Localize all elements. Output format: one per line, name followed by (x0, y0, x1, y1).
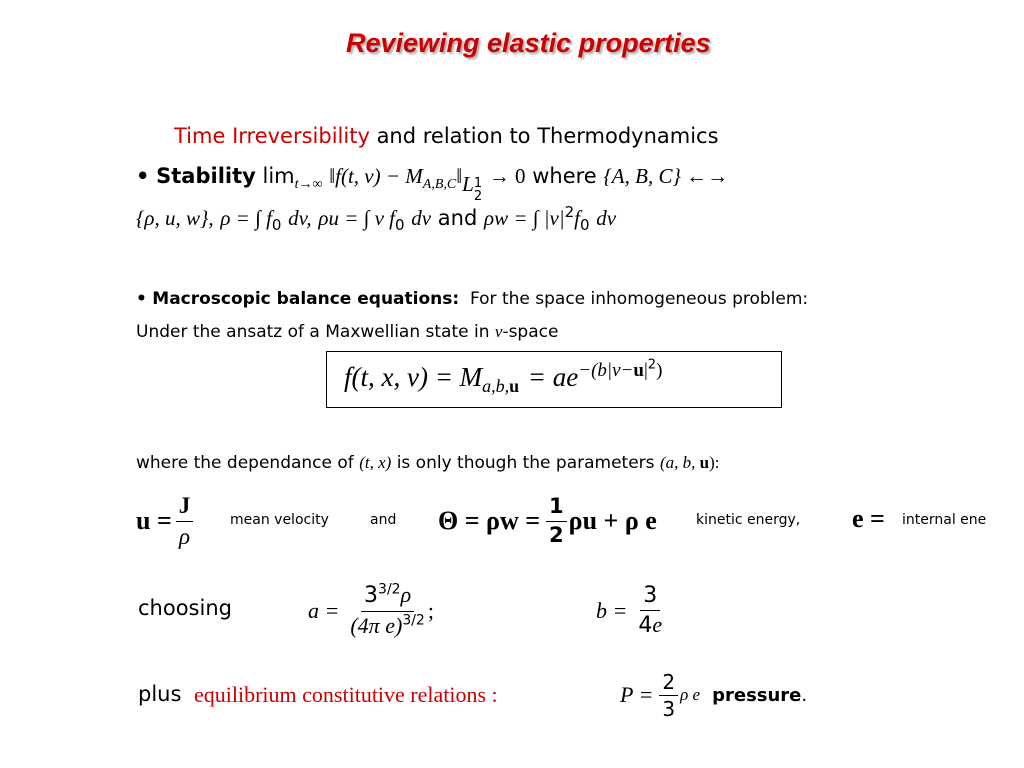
dependance-pre: where the dependance of (136, 453, 354, 473)
rho-w-def: ρw = ∫ |v| (483, 206, 565, 230)
macro-description: For the space inhomogeneous problem: (469, 289, 809, 309)
f-symbol: f (574, 206, 581, 230)
norm-subscript: A,B,C (422, 177, 457, 193)
rho-e: ρ e (680, 685, 701, 704)
L-space: L (462, 172, 474, 196)
arrow-zero: → 0 (488, 164, 526, 188)
b-den-e: e (652, 612, 663, 637)
section-heading (174, 124, 719, 148)
exp-post: | (643, 360, 648, 381)
period: . (801, 684, 808, 706)
a-denominator (347, 612, 427, 639)
u-numerator: J (176, 493, 194, 521)
pressure-word: pressure (712, 684, 802, 706)
set-rho: {ρ, u, w}, (136, 206, 214, 230)
maxwellian-lhs: f(t, x, v) = M (344, 362, 483, 392)
kinetic-energy-label: kinetic energy, (696, 512, 801, 528)
square-exp: 2 (564, 203, 575, 221)
maxwellian-equation (344, 357, 663, 397)
params-u: u (699, 453, 710, 472)
set-abc: {A, B, C} ←→ (603, 164, 729, 188)
norm-expression: ‖f(t, v) − M (329, 164, 423, 188)
ansatz-variable: v (494, 322, 503, 341)
internal-energy-label: internal ene (902, 512, 987, 528)
maxwellian-sub-u: u (509, 376, 520, 397)
b-numerator: 3 (640, 584, 660, 611)
theta-rest: ρu + ρ e (568, 506, 657, 535)
pressure-definition (620, 664, 807, 726)
f0-subscript-2: 0 (395, 216, 405, 235)
semicolon: ; (427, 598, 434, 623)
ansatz-pre: Under the ansatz of a Maxwellian state in (136, 322, 490, 342)
a-num-exp: 3/2 (378, 581, 401, 598)
p-lhs: P = (620, 682, 654, 707)
definitions-row (136, 490, 994, 552)
dependance-line (136, 453, 719, 473)
a-den-exp: 3/2 (402, 612, 425, 629)
exp-close: ) (656, 360, 663, 381)
rho-u-def: ρu = ∫ v f (318, 206, 396, 230)
b-definition (596, 580, 665, 642)
b-denominator (635, 611, 665, 638)
dv-3: dv (596, 206, 617, 230)
half-numerator: 1 (546, 495, 567, 521)
exp-u: u (633, 360, 644, 381)
f0-subscript-3: 0 (580, 216, 590, 235)
p-fraction (659, 671, 678, 720)
u-denominator: ρ (179, 523, 191, 549)
b-fraction (635, 584, 665, 638)
maxwellian-sub-ab: a,b, (482, 376, 510, 397)
theta-lhs: Θ = ρw = (438, 506, 541, 535)
macro-bullet: • (136, 289, 147, 309)
dv: dv, (288, 206, 312, 230)
stability-label: Stability (156, 164, 256, 188)
params-pre: (a, b, (659, 453, 700, 472)
a-num-base: 3 (364, 583, 379, 609)
plus-label: plus (138, 682, 182, 706)
lim-operator: lim (262, 164, 295, 188)
e-lhs: e = (852, 504, 885, 533)
L-superscript: 1 (473, 176, 483, 191)
dependance-mid: is only though the parameters (396, 453, 655, 473)
macro-line (136, 289, 808, 309)
a-lhs: a = (308, 598, 340, 623)
u-lhs: u = (136, 506, 172, 535)
choosing-label: choosing (138, 596, 232, 620)
b-lhs: b = (596, 598, 628, 623)
heading-highlight: Time Irreversibility (174, 124, 370, 148)
b-den-4: 4 (638, 613, 653, 638)
half-fraction (546, 495, 567, 546)
stability-line-1 (136, 164, 728, 203)
a-den-pre: (4π e) (350, 612, 403, 638)
bullet: • (136, 164, 150, 188)
stability-line-2 (136, 203, 617, 235)
lim-subscript: t→∞ (294, 177, 323, 193)
dv-2: dv (411, 206, 432, 230)
slide-title: Reviewing elastic properties (346, 28, 711, 58)
heading-rest: and relation to Thermodynamics (376, 124, 719, 148)
norm-close: ‖ (456, 164, 463, 188)
a-fraction (347, 583, 427, 638)
f0-subscript: 0 (271, 216, 282, 235)
half-denominator: 2 (549, 522, 564, 547)
and-text: and (437, 206, 478, 230)
mean-velocity-label: mean velocity (230, 512, 329, 528)
p-denominator: 3 (662, 696, 676, 721)
exp-pre: −(b|v− (578, 360, 634, 381)
where-text: where (532, 164, 597, 188)
ansatz-post: -space (502, 322, 559, 342)
dependance-tx: (t, x) (359, 453, 392, 472)
params-post: ): (709, 453, 720, 472)
constitutive-relations: equilibrium constitutive relations : (194, 682, 498, 707)
ansatz-line (136, 322, 558, 342)
maxwellian-ae: = ae (527, 362, 579, 392)
p-numerator: 2 (659, 671, 678, 696)
and-label: and (370, 512, 397, 528)
u-fraction (176, 493, 194, 549)
exp-square: 2 (647, 357, 657, 373)
macro-label: Macroscopic balance equations: (152, 289, 460, 309)
L-subscript: 2 (473, 189, 483, 204)
a-num-rho: ρ (400, 582, 412, 608)
a-definition (308, 578, 434, 644)
a-numerator (361, 583, 414, 611)
rho-def: ρ = ∫ f (220, 206, 272, 230)
